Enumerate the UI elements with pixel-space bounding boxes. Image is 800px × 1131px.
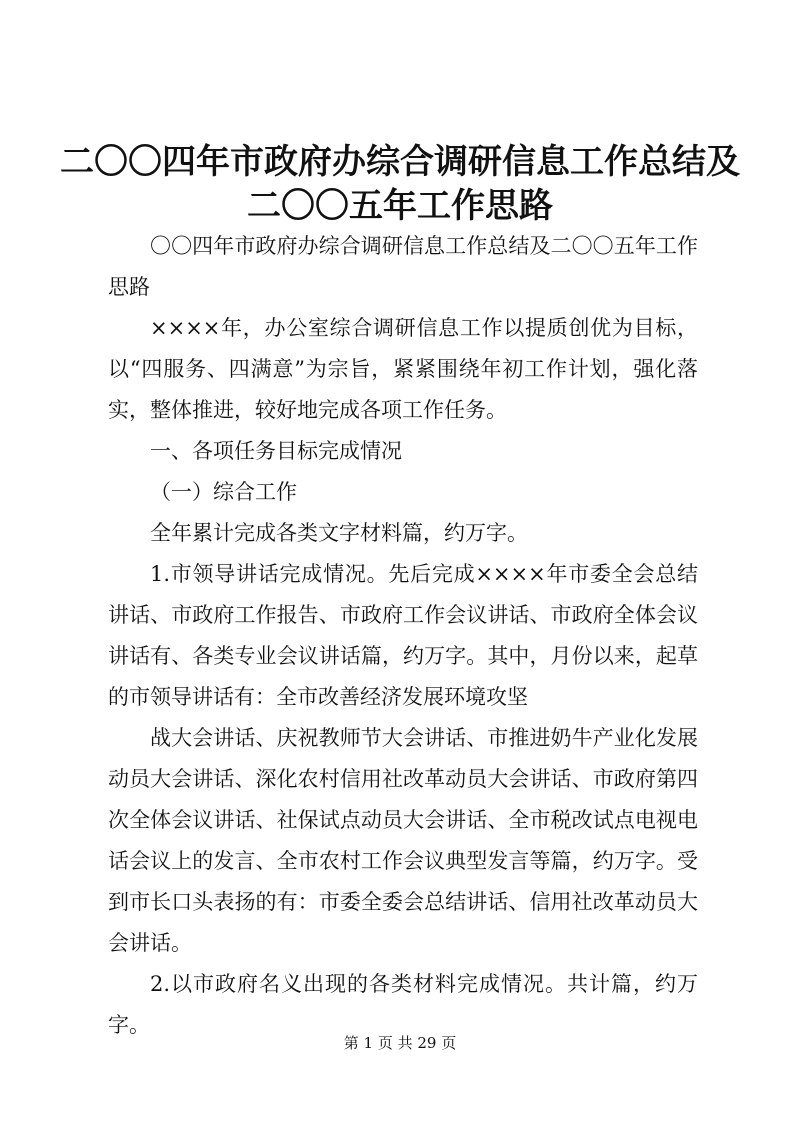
paragraph-item-1-continued: 战大会讲话、庆祝教师节大会讲话、市推进奶牛产业化发展动员大会讲话、深化农村信用社改革动员大会讲话、市政府第四次全体会议讲话、社保试点动员大会讲话、全市税改试点电视电话会议上的发言、全市农村工作会议典型发言等篇，约万字。受到市长口头表扬的有：市委全委会总结讲话、信用社改革动员大会讲话。 — [108, 726, 698, 955]
document-title-line-2: 二〇〇五年工作思路 — [247, 186, 553, 226]
paragraph-subtitle: 〇〇四年市政府办综合调研信息工作总结及二〇〇五年工作思路 — [108, 234, 698, 299]
page-footer: 第 1 页 共 29 页 — [343, 1034, 457, 1052]
subsection-heading: （一）综合工作 — [150, 480, 297, 504]
paragraph-item-2: 2.以市政府名义出现的各类材料完成情况。共计篇，约万字。 — [108, 972, 698, 1037]
paragraph-intro: ××××年，办公室综合调研信息工作以提质创优为目标，以“四服务、四满意”为宗旨，紧紧围绕年初工作计划，强化落实，整体推进，较好地完成各项工作任务。 — [108, 316, 698, 422]
document-title-line-1: 二〇〇四年市政府办综合调研信息工作总结及 — [60, 142, 740, 182]
section-heading: 一、各项任务目标完成情况 — [150, 439, 402, 463]
document-body — [108, 226, 698, 1046]
paragraph-item-1: 1.市领导讲话完成情况。先后完成××××年市委全会总结讲话、市政府工作报告、市政府工作会议讲话、市政府全体会议讲话有、各类专业会议讲话篇，约万字。其中，月份以来，起草的市领导讲话有：全市改善经济发展环境攻坚 — [108, 562, 698, 709]
paragraph-summary: 全年累计完成各类文字材料篇，约万字。 — [150, 521, 528, 545]
